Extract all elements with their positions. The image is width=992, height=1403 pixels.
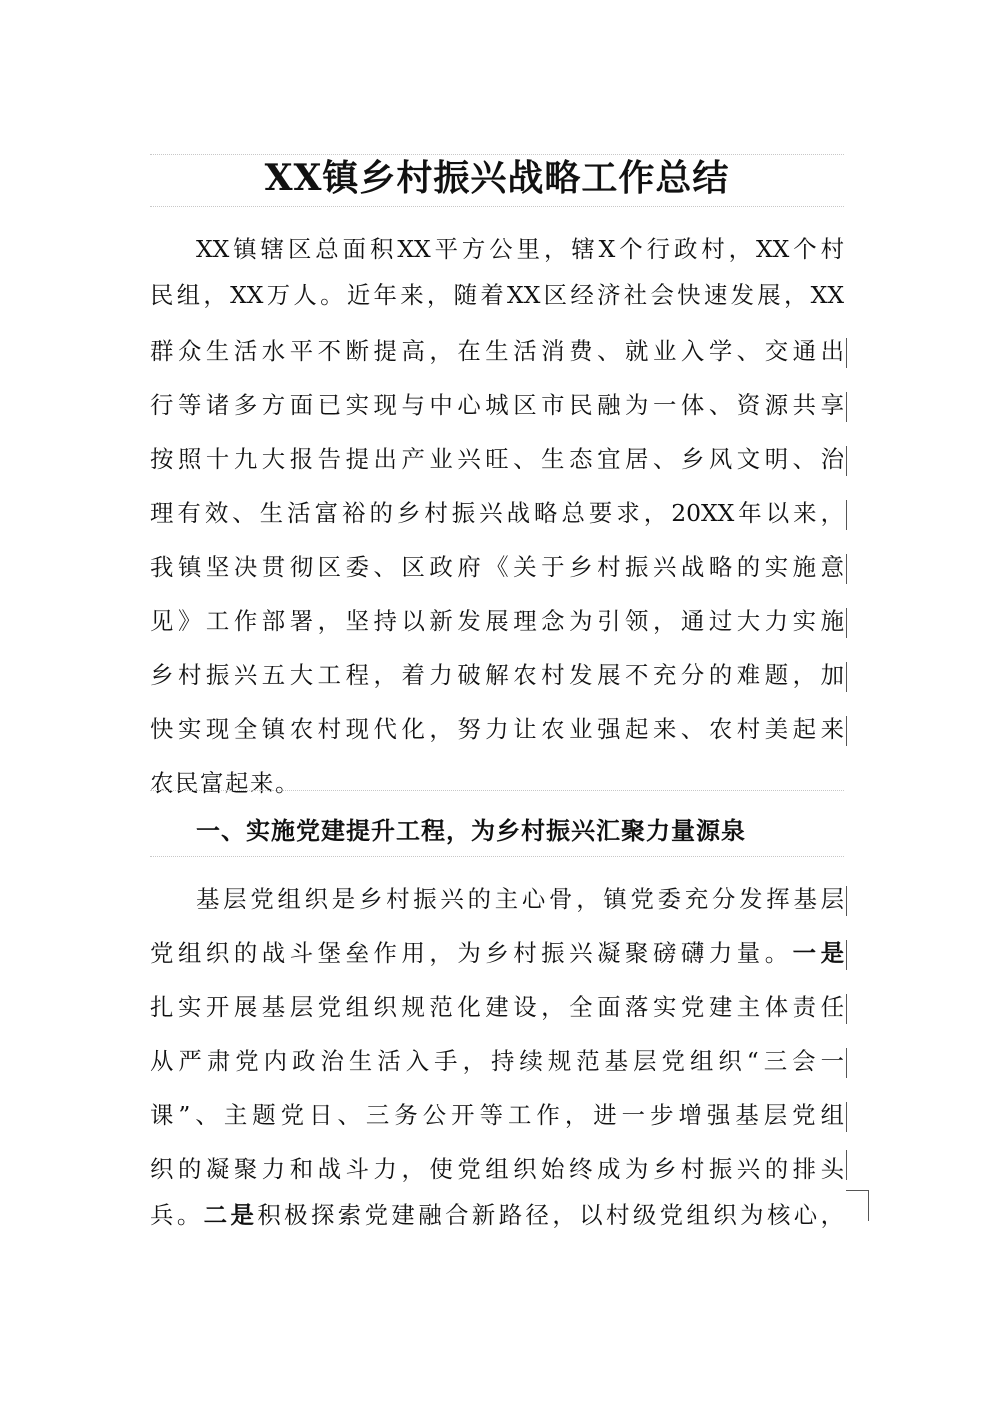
point-two-label: 二是 (203, 1201, 258, 1229)
paragraph-rule (150, 790, 844, 791)
margin-mark (846, 608, 847, 638)
intro-line: 乡村振兴五大工程，着力破解农村发展不充分的难题，加 (150, 661, 844, 689)
section-line: 从严肃党内政治生活入手，持续规范基层党组织“三会一 (150, 1047, 844, 1075)
margin-mark (846, 554, 847, 584)
section-line (150, 930, 844, 976)
section-line-text: 兵。 (150, 1201, 204, 1229)
intro-line: 按照十九大报告提出产业兴旺、生态宜居、乡风文明、治 (150, 445, 844, 473)
intro-line: 快实现全镇农村现代化，努力让农业强起来、农村美起来 (150, 715, 844, 743)
section-line (150, 1192, 844, 1238)
section-line: 扎实开展基层党组织规范化建设，全面落实党建主体责任 (150, 993, 844, 1021)
intro-line: 农民富起来。 (150, 769, 300, 797)
margin-mark (846, 886, 847, 916)
margin-mark (846, 446, 847, 476)
point-one-label: 一是 (792, 939, 844, 967)
section-line: 基层党组织是乡村振兴的主心骨，镇党委充分发挥基层 (196, 885, 844, 913)
margin-mark (846, 1048, 847, 1078)
section-line: 课”、主题党日、三务公开等工作，进一步增强基层党组 (150, 1101, 844, 1129)
margin-mark (846, 500, 847, 530)
margin-mark (846, 338, 847, 368)
margin-mark (846, 994, 847, 1024)
heading-rule (150, 856, 844, 857)
intro-line: 群众生活水平不断提高，在生活消费、就业入学、交通出 (150, 337, 844, 365)
margin-mark (846, 392, 847, 422)
section-heading: 一、实施党建提升工程，为乡村振兴汇聚力量源泉 (196, 816, 746, 845)
margin-mark (846, 662, 847, 692)
document-title: XX镇乡村振兴战略工作总结 (264, 157, 730, 199)
intro-line: 行等诸多方面已实现与中心城区市民融为一体、资源共享 (150, 391, 844, 419)
intro-line: 我镇坚决贯彻区委、区政府《关于乡村振兴战略的实施意 (150, 553, 844, 581)
intro-line: 民组，XX万人。近年来，随着XX区经济社会快速发展，XX (150, 281, 844, 309)
margin-mark (846, 716, 847, 746)
margin-mark (846, 940, 847, 970)
intro-line: XX镇辖区总面积XX平方公里，辖X个行政村，XX个村 (196, 235, 844, 263)
text-area-corner-mark (846, 1190, 869, 1221)
section-line: 织的凝聚力和战斗力，使党组织始终成为乡村振兴的排头 (150, 1155, 844, 1183)
section-line-text: 积极探索党建融合新路径，以村级党组织为核心， (257, 1201, 844, 1229)
margin-mark (846, 1102, 847, 1132)
intro-line: 理有效、生活富裕的乡村振兴战略总要求，20XX年以来， (150, 499, 844, 527)
intro-line: 见》工作部署，坚持以新发展理念为引领，通过大力实施 (150, 607, 844, 635)
title-bottom-rule (150, 206, 844, 207)
section-line-text: 党组织的战斗堡垒作用，为乡村振兴凝聚磅礴力量。 (150, 939, 793, 967)
margin-mark (846, 1150, 847, 1180)
